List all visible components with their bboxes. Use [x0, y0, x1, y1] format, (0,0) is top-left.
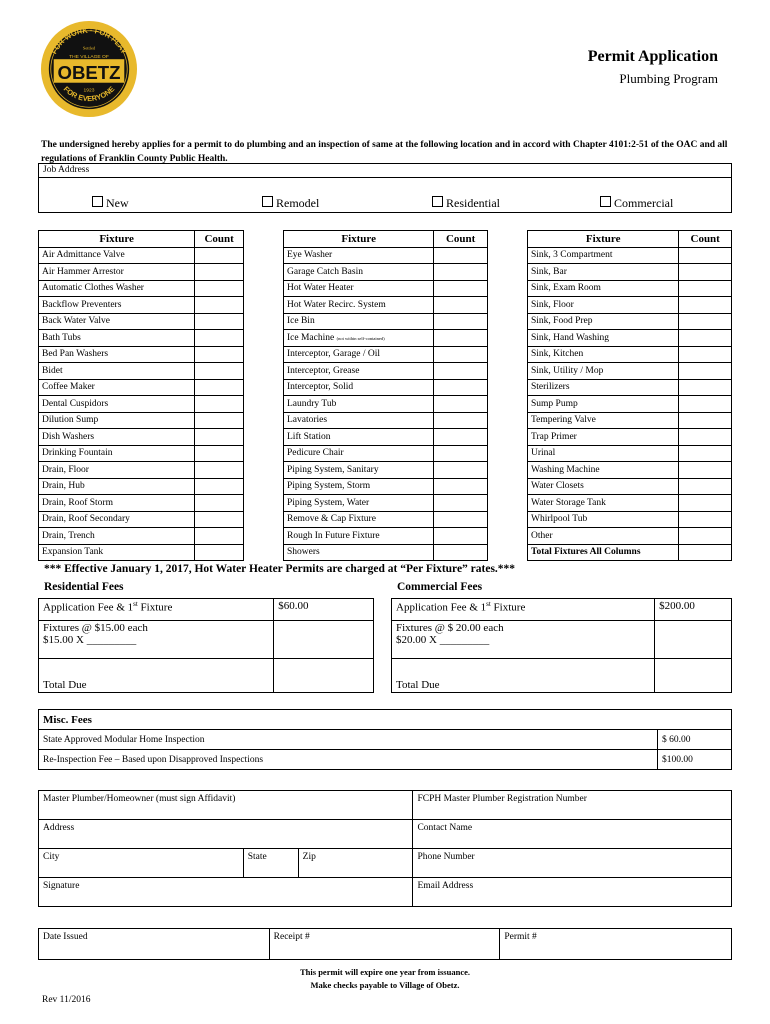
fixture-name: Air Hammer Arrestor	[39, 264, 195, 281]
fixture-name: Hot Water Recirc. System	[284, 297, 434, 314]
issuance-table	[38, 928, 732, 960]
fixture-table-1	[38, 230, 244, 561]
fixture-name: Drain, Roof Secondary	[39, 511, 195, 528]
fixture-count-field[interactable]	[679, 247, 732, 264]
fixture-name: Interceptor, Garage / Oil	[284, 346, 434, 363]
fixture-row	[39, 396, 244, 413]
fixture-name: Backflow Preventers	[39, 297, 195, 314]
fixture-row	[528, 330, 732, 347]
fixture-name: Dilution Sump	[39, 412, 195, 429]
fixture-name: Tempering Valve	[528, 412, 679, 429]
fixture-count-field[interactable]	[195, 313, 244, 330]
fixture-row	[284, 445, 488, 462]
expiry-note: This permit will expire one year from issuance.	[300, 967, 470, 977]
fixture-count-field[interactable]	[679, 462, 732, 479]
fixture-row	[528, 363, 732, 380]
fixture-row	[39, 528, 244, 545]
logo-est: Settled	[82, 45, 96, 51]
fixture-count-field[interactable]	[195, 495, 244, 512]
fixture-header: Fixture	[528, 231, 679, 248]
commercial-total-amount[interactable]	[655, 659, 732, 693]
fixture-count-field[interactable]	[679, 528, 732, 545]
checkbox-icon	[600, 196, 611, 207]
fixture-name: Bath Tubs	[39, 330, 195, 347]
zip-field[interactable]: Zip	[298, 849, 413, 878]
fixture-row	[284, 462, 488, 479]
fixture-count-field[interactable]	[195, 544, 244, 561]
residential-app-fee: $60.00	[274, 599, 374, 621]
misc-fee-label: State Approved Modular Home Inspection	[39, 730, 658, 750]
fixture-count-field[interactable]	[195, 511, 244, 528]
checkbox-new[interactable]: New	[92, 196, 129, 211]
fixture-name: Automatic Clothes Washer	[39, 280, 195, 297]
misc-fee-label: Re-Inspection Fee – Based upon Disapproved Inspections	[39, 750, 658, 770]
fixture-name: Lavatories	[284, 412, 434, 429]
fixture-name: Laundry Tub	[284, 396, 434, 413]
checkbox-commercial[interactable]: Commercial	[600, 196, 673, 211]
fixture-row	[284, 330, 488, 347]
fixture-count-field[interactable]	[434, 264, 488, 281]
permit-number-field[interactable]: Permit #	[500, 929, 732, 960]
residential-total-label: Total Due	[39, 659, 274, 693]
fixture-count-field[interactable]	[679, 544, 732, 561]
fixture-count-field[interactable]	[434, 330, 488, 347]
fixture-row	[284, 429, 488, 446]
fixture-count-field[interactable]	[195, 330, 244, 347]
fixture-name: Showers	[284, 544, 434, 561]
commercial-fixtures-calc: $20.00 X _________	[396, 634, 490, 646]
commercial-fixtures-rate: Fixtures @ $ 20.00 each	[396, 622, 504, 634]
contact-name-field[interactable]: Contact Name	[413, 820, 732, 849]
fixture-row	[284, 396, 488, 413]
logo-name: OBETZ	[57, 61, 121, 83]
job-address-label: Job Address	[43, 165, 90, 175]
fixture-row	[284, 379, 488, 396]
email-field[interactable]: Email Address	[413, 878, 732, 907]
fixture-name: Air Admittance Valve	[39, 247, 195, 264]
fixture-count-field[interactable]	[195, 363, 244, 380]
fixture-count-field[interactable]	[679, 297, 732, 314]
fixture-name: Pedicure Chair	[284, 445, 434, 462]
fixture-row	[284, 297, 488, 314]
fixture-row	[284, 511, 488, 528]
fixture-table-3	[527, 230, 732, 561]
fixture-row	[284, 346, 488, 363]
fixture-count-field[interactable]	[195, 445, 244, 462]
fixture-name: Sink, Food Prep	[528, 313, 679, 330]
fixture-count-field[interactable]	[434, 280, 488, 297]
fixture-count-field[interactable]	[434, 346, 488, 363]
payable-note: Make checks payable to Village of Obetz.	[310, 980, 460, 990]
fixture-header: Fixture	[284, 231, 434, 248]
fixture-name: Dish Washers	[39, 429, 195, 446]
fixture-name: Piping System, Storm	[284, 478, 434, 495]
fixture-count-field[interactable]	[195, 412, 244, 429]
logo-small-text: THE VILLAGE OF	[69, 55, 109, 61]
fixture-count-field[interactable]	[195, 462, 244, 479]
signature-field[interactable]: Signature	[39, 878, 413, 907]
fixture-count-field[interactable]	[679, 396, 732, 413]
date-issued-field[interactable]: Date Issued	[39, 929, 270, 960]
misc-fees-table	[38, 709, 732, 770]
fixture-name: Coffee Maker	[39, 379, 195, 396]
residential-fixtures-calc: $15.00 X _________	[43, 634, 137, 646]
fixture-header: Fixture	[39, 231, 195, 248]
fixture-count-field[interactable]	[679, 330, 732, 347]
fixture-name: Dental Cuspidors	[39, 396, 195, 413]
fixture-row	[284, 313, 488, 330]
ice-machine-note: (not within self-contained)	[336, 335, 385, 341]
fixture-row	[39, 264, 244, 281]
fixture-count-field[interactable]	[679, 280, 732, 297]
fixture-count-field[interactable]	[434, 528, 488, 545]
fixture-row	[39, 280, 244, 297]
misc-fees-heading: Misc. Fees	[39, 710, 732, 730]
fixture-name: Hot Water Heater	[284, 280, 434, 297]
fcph-registration-field[interactable]: FCPH Master Plumber Registration Number	[413, 791, 732, 820]
logo-year: 1923	[83, 88, 95, 94]
residential-fixtures-rate: Fixtures @ $15.00 each	[43, 622, 148, 634]
fixture-count-field[interactable]	[195, 396, 244, 413]
fixture-count-field[interactable]	[679, 511, 732, 528]
fixture-name: Washing Machine	[528, 462, 679, 479]
fixture-row	[39, 429, 244, 446]
fixture-name: Remove & Cap Fixture	[284, 511, 434, 528]
fixture-name: Interceptor, Grease	[284, 363, 434, 380]
fixture-name: Drinking Fountain	[39, 445, 195, 462]
fixture-row	[284, 280, 488, 297]
fixture-row	[528, 264, 732, 281]
fixture-name: Trap Primer	[528, 429, 679, 446]
fixture-count-field[interactable]	[679, 379, 732, 396]
fixture-name: Sterilizers	[528, 379, 679, 396]
fixture-name: Other	[528, 528, 679, 545]
fixture-row	[39, 346, 244, 363]
residential-fees-table	[38, 598, 374, 693]
fixture-name: Piping System, Water	[284, 495, 434, 512]
fixture-name: Sink, Utility / Mop	[528, 363, 679, 380]
fixture-name: Garage Catch Basin	[284, 264, 434, 281]
fixture-name: Total Fixtures All Columns	[528, 544, 679, 561]
fixture-row	[39, 462, 244, 479]
fixture-row	[528, 478, 732, 495]
fixture-count-field[interactable]	[434, 363, 488, 380]
checkbox-residential[interactable]: Residential	[432, 196, 500, 211]
commercial-app-fee-label: Application Fee & 1st Fixture	[392, 599, 655, 621]
fixture-count-field[interactable]	[434, 313, 488, 330]
checkbox-icon	[262, 196, 273, 207]
commercial-fees-heading: Commercial Fees	[397, 581, 483, 593]
fixture-name: Rough In Future Fixture	[284, 528, 434, 545]
fixture-count-field[interactable]	[195, 247, 244, 264]
fixture-row	[39, 495, 244, 512]
fixture-row	[284, 412, 488, 429]
fixture-row	[39, 247, 244, 264]
logo-bottom-arc: FOR EVERYONE	[61, 84, 117, 104]
intro-text: The undersigned hereby applies for a permit to do plumbing and an inspection of same at the following location and in accord with Chapter 4101:2-51 of the OAC and all regulations of Franklin County Public Health.	[41, 140, 728, 164]
fixture-row	[528, 280, 732, 297]
fixture-name: Bidet	[39, 363, 195, 380]
fixture-row	[39, 313, 244, 330]
fixture-count-field[interactable]	[679, 313, 732, 330]
fixture-name: Whirlpool Tub	[528, 511, 679, 528]
fixture-row	[528, 313, 732, 330]
fixture-count-field[interactable]	[434, 412, 488, 429]
count-header: Count	[679, 231, 732, 248]
fixture-row	[39, 297, 244, 314]
fixture-count-field[interactable]	[679, 478, 732, 495]
fixture-row	[39, 478, 244, 495]
misc-fee-amount: $100.00	[658, 750, 732, 770]
fixture-count-field[interactable]	[679, 264, 732, 281]
fixture-name: Sink, Bar	[528, 264, 679, 281]
fixture-count-field[interactable]	[434, 478, 488, 495]
hot-water-notice: *** Effective January 1, 2017, Hot Water Heater Permits are charged at “Per Fixture” rates.***	[44, 563, 516, 575]
fixture-name: Piping System, Sanitary	[284, 462, 434, 479]
receipt-field[interactable]: Receipt #	[269, 929, 500, 960]
fixture-count-field[interactable]	[195, 346, 244, 363]
fixture-count-field[interactable]	[679, 445, 732, 462]
fixture-row	[284, 264, 488, 281]
fixture-name: Drain, Roof Storm	[39, 495, 195, 512]
fixture-row	[39, 445, 244, 462]
fixture-name: Sump Pump	[528, 396, 679, 413]
fixture-name: Expansion Tank	[39, 544, 195, 561]
fixture-name: Drain, Floor	[39, 462, 195, 479]
count-header: Count	[434, 231, 488, 248]
checkbox-icon	[432, 196, 443, 207]
fixture-count-field[interactable]	[434, 297, 488, 314]
residential-fixtures-amount[interactable]	[274, 621, 374, 659]
fixture-name: Water Closets	[528, 478, 679, 495]
logo-top-arc: FOR WORK · FOR PLAY	[49, 25, 129, 56]
obetz-logo	[40, 20, 138, 118]
fixture-count-field[interactable]	[679, 412, 732, 429]
fixture-name: Sink, Exam Room	[528, 280, 679, 297]
commercial-total-label: Total Due	[392, 659, 655, 693]
fixture-row	[528, 247, 732, 264]
city-field[interactable]: City	[39, 849, 244, 878]
master-plumber-field[interactable]: Master Plumber/Homeowner (must sign Affidavit)	[39, 791, 413, 820]
fixture-count-field[interactable]	[434, 445, 488, 462]
residential-app-fee-label: Application Fee & 1st Fixture	[39, 599, 274, 621]
fixture-name: Sink, Hand Washing	[528, 330, 679, 347]
fixture-row	[528, 429, 732, 446]
fixture-row	[528, 544, 732, 561]
checkbox-remodel[interactable]: Remodel	[262, 196, 319, 211]
fixture-name: Ice Machine (not within self-contained)	[284, 330, 434, 347]
state-field[interactable]: State	[243, 849, 298, 878]
phone-field[interactable]: Phone Number	[413, 849, 732, 878]
fixture-row	[284, 528, 488, 545]
fixture-count-field[interactable]	[679, 429, 732, 446]
fixture-count-field[interactable]	[679, 346, 732, 363]
fixture-count-field[interactable]	[434, 462, 488, 479]
checkbox-icon	[92, 196, 103, 207]
fixture-row	[528, 511, 732, 528]
fixture-name: Ice Bin	[284, 313, 434, 330]
fixture-count-field[interactable]	[195, 528, 244, 545]
fixture-count-field[interactable]	[679, 363, 732, 380]
fixture-name: Sink, Floor	[528, 297, 679, 314]
residential-fees-heading: Residential Fees	[44, 581, 124, 593]
commercial-fixtures-amount[interactable]	[655, 621, 732, 659]
fixture-row	[284, 363, 488, 380]
misc-fee-amount: $ 60.00	[658, 730, 732, 750]
fixture-row	[39, 544, 244, 561]
fixture-row	[528, 462, 732, 479]
fixture-row	[528, 445, 732, 462]
fixture-row	[528, 412, 732, 429]
page-subtitle: Plumbing Program	[619, 71, 718, 86]
fixture-count-field[interactable]	[195, 280, 244, 297]
fixture-row	[39, 511, 244, 528]
fixture-name: Interceptor, Solid	[284, 379, 434, 396]
fixture-count-field[interactable]	[434, 379, 488, 396]
fixture-row	[39, 412, 244, 429]
fixture-row	[528, 379, 732, 396]
fixture-name: Urinal	[528, 445, 679, 462]
count-header: Count	[195, 231, 244, 248]
fixture-count-field[interactable]	[434, 247, 488, 264]
fixture-count-field[interactable]	[195, 264, 244, 281]
fixture-name: Lift Station	[284, 429, 434, 446]
fixture-count-field[interactable]	[434, 495, 488, 512]
fixture-row	[284, 495, 488, 512]
residential-total-amount[interactable]	[274, 659, 374, 693]
fixture-count-field[interactable]	[434, 396, 488, 413]
fixture-name: Drain, Trench	[39, 528, 195, 545]
address-field[interactable]: Address	[39, 820, 413, 849]
fixture-name: Water Storage Tank	[528, 495, 679, 512]
fixture-row	[528, 396, 732, 413]
commercial-app-fee: $200.00	[655, 599, 732, 621]
fixture-count-field[interactable]	[195, 429, 244, 446]
fixture-name: Sink, Kitchen	[528, 346, 679, 363]
page-title: Permit Application	[587, 48, 718, 65]
fixture-row	[528, 495, 732, 512]
fixture-name: Sink, 3 Compartment	[528, 247, 679, 264]
fixture-row	[284, 247, 488, 264]
fixture-row	[39, 363, 244, 380]
fixture-row	[284, 478, 488, 495]
commercial-fees-table	[391, 598, 732, 693]
fixture-count-field[interactable]	[434, 544, 488, 561]
fixture-row	[528, 297, 732, 314]
fixture-count-field[interactable]	[195, 379, 244, 396]
fixture-row	[39, 330, 244, 347]
fixture-row	[528, 528, 732, 545]
fixture-name: Eye Washer	[284, 247, 434, 264]
fixture-count-field[interactable]	[679, 495, 732, 512]
fixture-count-field[interactable]	[434, 511, 488, 528]
fixture-row	[284, 544, 488, 561]
fixture-name: Bed Pan Washers	[39, 346, 195, 363]
fixture-name: Back Water Valve	[39, 313, 195, 330]
fixture-count-field[interactable]	[195, 478, 244, 495]
fixture-table-2	[283, 230, 488, 561]
fixture-count-field[interactable]	[195, 297, 244, 314]
fixture-count-field[interactable]	[434, 429, 488, 446]
fixture-row	[528, 346, 732, 363]
revision-label: Rev 11/2016	[42, 995, 91, 1005]
fixture-name: Drain, Hub	[39, 478, 195, 495]
contact-info-table	[38, 790, 732, 907]
fixture-row	[39, 379, 244, 396]
